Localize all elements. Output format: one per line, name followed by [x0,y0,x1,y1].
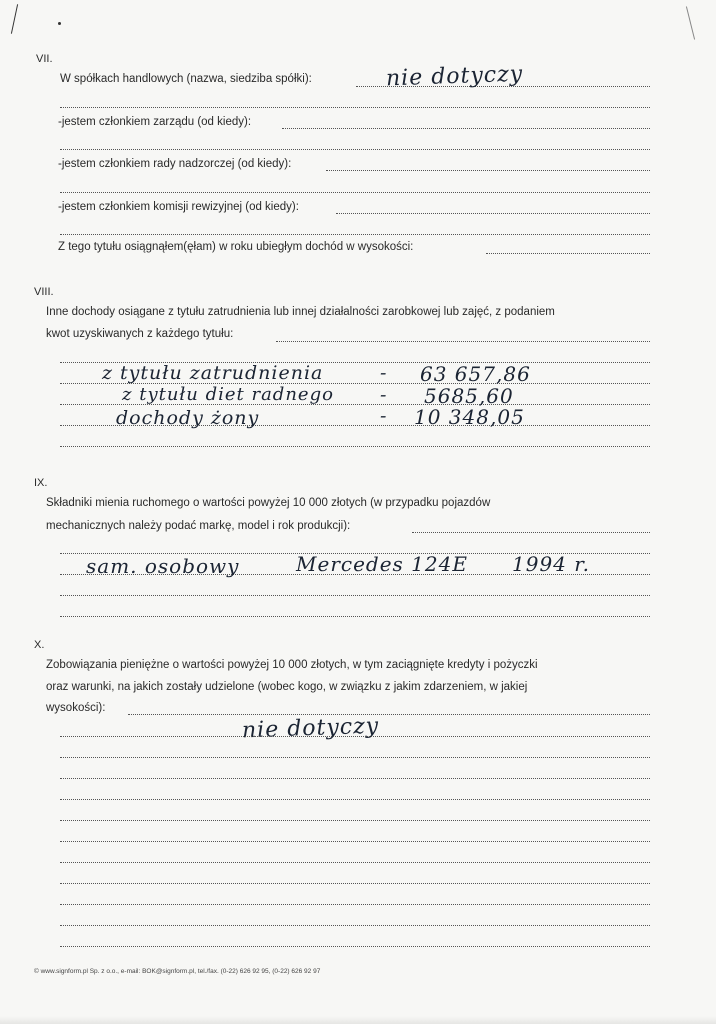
dotted-line [60,925,650,926]
section-vii-line2: -jestem członkiem zarządu (od kiedy): [58,116,252,128]
liabilities-answer: nie dotyczy [241,713,380,744]
dotted-line [336,213,650,214]
dotted-line [60,107,650,108]
dotted-line [276,341,650,342]
dotted-line [60,446,650,447]
section-viii-number: VIII. [34,286,54,298]
income-entry-3-amount: 10 348,05 [414,405,525,429]
dotted-line [60,799,650,800]
dotted-line [60,883,650,884]
movable-asset-year: 1994 r. [512,552,590,576]
income-entry-1-amount: 63 657,86 [420,362,531,386]
scan-bottom-edge [0,1016,716,1024]
income-entry-2-label: z tytułu diet radnego [122,384,334,405]
income-entry-3-label: dochody żony [116,407,260,429]
section-ix-number: IX. [34,477,48,489]
scan-mark [11,4,18,34]
footer-publisher: © www.signform.pl Sp. z o.o., e-mail: BOK@signform.pl, tel./fax. (0-22) 626 92 95, (0-22) 626 92 97 [34,968,321,975]
dotted-line [60,778,650,779]
section-vii-answer: nie dotyczy [385,61,524,92]
section-x-line1: Zobowiązania pieniężne o wartości powyżej 10 000 złotych, w tym zaciągnięte kredyty i pożyczki [46,659,538,671]
dotted-line [60,234,650,235]
section-vii-line5: Z tego tytułu osiągnąłem(ęłam) w roku ubiegłym dochód w wysokości: [58,241,414,253]
section-vii-line4: -jestem członkiem komisji rewizyjnej (od kiedy): [58,201,299,213]
income-entry-2-amount: 5685,60 [424,384,514,408]
movable-asset-model: Mercedes 124E [296,552,468,576]
section-x-number: X. [34,639,45,651]
dotted-line [60,862,650,863]
dotted-line [60,192,650,193]
dotted-line [412,532,650,533]
dotted-line [60,736,650,737]
dotted-line [60,841,650,842]
dotted-line [486,253,650,254]
dotted-line [60,757,650,758]
section-x-line2: oraz warunki, na jakich zostały udzielone (wobec kogo, w związku z jakim zdarzeniem, w jakiej [46,681,528,693]
income-entry-3-dash: - [380,405,388,427]
section-vii-line3: -jestem członkiem rady nadzorczej (od kiedy): [58,158,292,170]
dotted-line [60,616,650,617]
dotted-line [60,820,650,821]
section-ix-line1: Składniki mienia ruchomego o wartości powyżej 10 000 złotych (w przypadku pojazdów [46,497,491,509]
dotted-line [60,946,650,947]
section-ix-line2: mechanicznych należy podać markę, model i rok produkcji): [46,520,351,532]
section-x-line3: wysokości): [46,702,106,714]
income-entry-1-label: z tytułu zatrudnienia [102,362,324,384]
dotted-line [128,714,650,715]
scan-mark [686,6,695,39]
movable-asset-type: sam. osobowy [86,554,240,578]
dotted-line [60,904,650,905]
scan-dot [58,22,61,25]
income-entry-2-dash: - [380,384,388,406]
dotted-line [282,128,650,129]
section-vii-number: VII. [36,53,53,65]
section-viii-line2: kwot uzyskiwanych z każdego tytułu: [46,328,234,340]
section-vii-line1: W spółkach handlowych (nazwa, siedziba spółki): [60,73,312,85]
dotted-line [60,595,650,596]
income-entry-1-dash: - [380,362,388,384]
section-viii-line1: Inne dochody osiągane z tytułu zatrudnienia lub innej działalności zarobkowej lub zajęć, z podaniem [46,306,555,318]
dotted-line [60,149,650,150]
dotted-line [326,170,650,171]
